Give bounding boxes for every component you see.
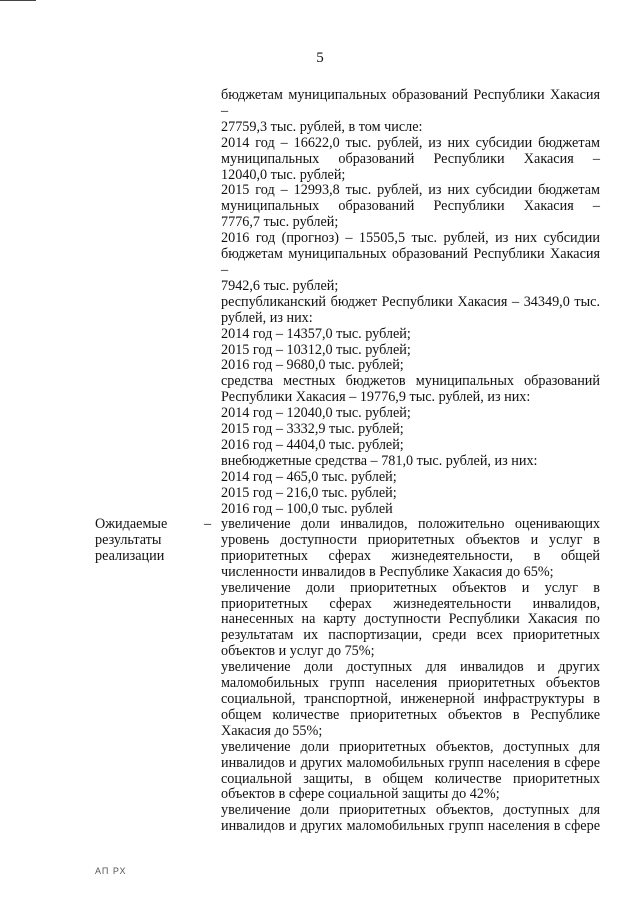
text-line: 2016 год – 4404,0 тыс. рублей; <box>221 436 404 453</box>
text-line: нанесенных на карту доступности Республики Хакасия по <box>221 611 600 628</box>
label-line: результаты <box>95 531 162 548</box>
text-line: средства местных бюджетов муниципальных образований <box>221 373 600 390</box>
text-line: 27759,3 тыс. рублей, в том числе: <box>221 118 423 135</box>
text-line: 7942,6 тыс. рублей; <box>221 277 339 294</box>
text-line: объектов в сфере социальной защиты до 42%; <box>221 786 500 803</box>
text-line: 2014 год – 12040,0 тыс. рублей; <box>221 405 411 422</box>
text-line: 7776,7 тыс. рублей; <box>221 214 339 231</box>
text-line: увеличение доли приоритетных объектов, доступных для <box>221 738 600 755</box>
text-line: республиканский бюджет Республики Хакасия – 34349,0 тыс. <box>221 293 600 310</box>
text-line: 2014 год – 14357,0 тыс. рублей; <box>221 325 411 342</box>
text-line: 2014 год – 16622,0 тыс. рублей, из них субсидии бюджетам <box>221 134 600 151</box>
label-line: Ожидаемые <box>95 516 168 532</box>
text-line: 2015 год – 10312,0 тыс. рублей; <box>221 341 411 358</box>
row-dash: – <box>204 516 212 532</box>
text-line: 2015 год – 12993,8 тыс. рублей, из них субсидии бюджетам <box>221 182 600 199</box>
corner-rule <box>0 0 36 1</box>
text-line: инвалидов и других маломобильных групп населения в сфере <box>221 754 600 771</box>
text-line: социальной защиты, в общем количестве приоритетных <box>221 770 600 787</box>
text-line: увеличение доли инвалидов, положительно оценивающих <box>221 516 600 532</box>
label-line: реализации <box>95 547 165 564</box>
text-line: внебюджетные средства – 781,0 тыс. рублей, из них: <box>221 452 538 469</box>
results-text <box>221 517 600 835</box>
page-number: 5 <box>316 50 324 66</box>
text-line: рублей, из них: <box>221 309 313 326</box>
text-line: увеличение доли доступных для инвалидов и других <box>221 659 600 676</box>
text-line: социальной, транспортной, инженерной инфраструктуры в <box>221 690 600 707</box>
footer-mark: АП РХ <box>95 866 127 876</box>
text-line: Хакасия до 55%; <box>221 722 323 739</box>
text-line: объектов и услуг до 75%; <box>221 643 375 660</box>
text-line: увеличение доли приоритетных объектов и услуг в <box>221 579 600 596</box>
text-line: 2016 год – 9680,0 тыс. рублей; <box>221 357 404 374</box>
text-line: общем количестве приоритетных объектов в Республике <box>221 706 600 723</box>
text-line: уровень доступности приоритетных объектов и услуг в <box>221 531 600 548</box>
text-line: численности инвалидов в Республике Хакасия до 65%; <box>221 563 554 580</box>
text-line: бюджетам муниципальных образований Республики Хакасия – <box>221 246 600 278</box>
text-line: 2015 год – 216,0 тыс. рублей; <box>221 484 397 501</box>
text-line: приоритетных сферах жизнедеятельности, в общей <box>221 547 600 564</box>
text-line: Республики Хакасия – 19776,9 тыс. рублей, из них: <box>221 389 531 406</box>
results-label <box>95 517 205 565</box>
text-line: 2016 год (прогноз) – 15505,5 тыс. рублей, из них субсидии <box>221 230 600 247</box>
text-line: 2016 год – 100,0 тыс. рублей <box>221 500 393 517</box>
text-line: увеличение доли приоритетных объектов, доступных для <box>221 802 600 819</box>
text-line: бюджетам муниципальных образований Республики Хакасия – <box>221 87 600 119</box>
text-line: муниципальных образований Республики Хакасия – <box>221 150 600 167</box>
text-line: 2014 год – 465,0 тыс. рублей; <box>221 468 397 485</box>
text-line: 2015 год – 3332,9 тыс. рублей; <box>221 421 404 438</box>
text-line: маломобильных групп населения приоритетных объектов <box>221 675 600 692</box>
text-line: результатам их паспортизации, среди всех приоритетных <box>221 627 600 644</box>
text-line: приоритетных сферах жизнедеятельности инвалидов, <box>221 595 600 612</box>
text-line: 12040,0 тыс. рублей; <box>221 166 346 183</box>
text-line: муниципальных образований Республики Хакасия – <box>221 198 600 215</box>
financing-text <box>221 88 600 517</box>
text-line: инвалидов и других маломобильных групп населения в сфере <box>221 818 600 835</box>
